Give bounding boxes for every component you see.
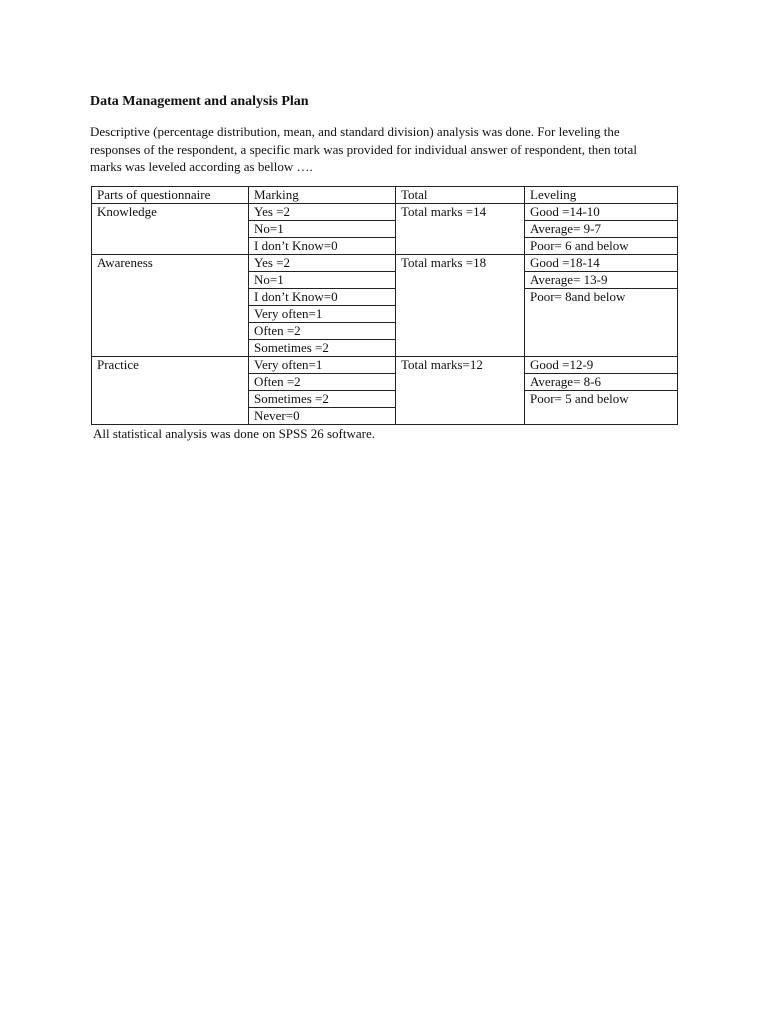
leveling-cell: Poor= 5 and below — [525, 391, 678, 425]
table-row — [92, 255, 678, 272]
marking-cell: No=1 — [249, 221, 396, 238]
marking-cell: Often =2 — [249, 323, 396, 340]
part-cell-practice: Practice — [92, 357, 249, 425]
marking-cell: Never=0 — [249, 408, 396, 425]
marking-cell: I don’t Know=0 — [249, 289, 396, 306]
table-row — [92, 204, 678, 221]
leveling-cell: Average= 8-6 — [525, 374, 678, 391]
table-row — [92, 357, 678, 374]
marking-cell: Very often=1 — [249, 306, 396, 323]
header-total: Total — [396, 187, 525, 204]
total-cell: Total marks =14 — [396, 204, 525, 255]
part-cell-knowledge: Knowledge — [92, 204, 249, 255]
leveling-cell: Good =18-14 — [525, 255, 678, 272]
marking-cell: Sometimes =2 — [249, 340, 396, 357]
marking-cell: Yes =2 — [249, 255, 396, 272]
header-parts: Parts of questionnaire — [92, 187, 249, 204]
marking-cell: Sometimes =2 — [249, 391, 396, 408]
leveling-cell: Good =12-9 — [525, 357, 678, 374]
marking-cell: I don’t Know=0 — [249, 238, 396, 255]
leveling-cell: Good =14-10 — [525, 204, 678, 221]
paragraph-line: marks was leveled according as bellow …. — [90, 159, 313, 174]
description-paragraph — [90, 123, 690, 176]
leveling-cell: Poor= 8and below — [525, 289, 678, 357]
header-marking: Marking — [249, 187, 396, 204]
marking-cell: Often =2 — [249, 374, 396, 391]
marking-cell: Very often=1 — [249, 357, 396, 374]
total-cell: Total marks =18 — [396, 255, 525, 357]
leveling-cell: Average= 13-9 — [525, 272, 678, 289]
total-cell: Total marks=12 — [396, 357, 525, 425]
marking-cell: Yes =2 — [249, 204, 396, 221]
marking-table — [91, 186, 678, 425]
table-header-row — [92, 187, 678, 204]
footer-note: All statistical analysis was done on SPSS 26 software. — [93, 426, 376, 441]
section-title: Data Management and analysis Plan — [90, 94, 309, 109]
part-cell-awareness: Awareness — [92, 255, 249, 357]
leveling-cell: Poor= 6 and below — [525, 238, 678, 255]
paragraph-line: Descriptive (percentage distribution, mean, and standard division) analysis was done. For leveling the — [90, 124, 620, 139]
paragraph-line: responses of the respondent, a specific mark was provided for individual answer of respondent, then total — [90, 141, 637, 157]
marking-cell: No=1 — [249, 272, 396, 289]
header-leveling: Leveling — [525, 187, 678, 204]
leveling-cell: Average= 9-7 — [525, 221, 678, 238]
